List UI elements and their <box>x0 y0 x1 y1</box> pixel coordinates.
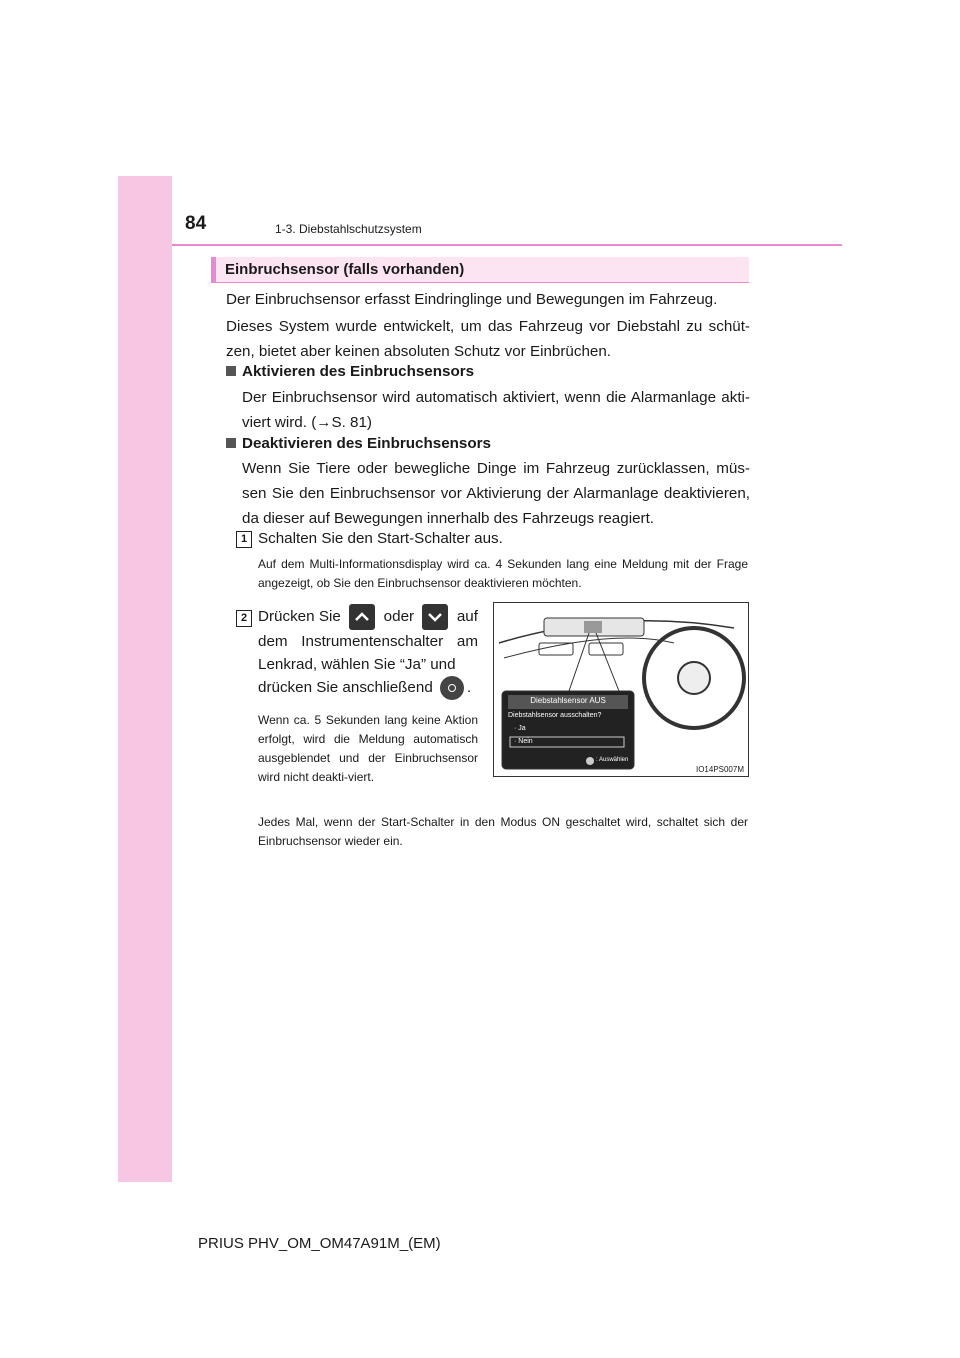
screen-select-hint: : Auswählen <box>596 757 629 763</box>
screen-title: Diebstahlsensor AUS <box>530 696 606 705</box>
page-number: 84 <box>185 213 207 234</box>
down-arrow-button-icon <box>422 604 448 630</box>
step-1-note: Auf dem Multi-Informationsdisplay wird ca. 4 Sekunden lang eine Meldung mit der Frage angezeigt, ob Sie den Einbruchsensor deaktivieren möchten. <box>258 557 748 590</box>
dashboard-drawing <box>494 603 749 777</box>
section-heading-box <box>211 257 749 283</box>
intro-paragraph-1: Der Einbruchsensor erfasst Eindringlinge und Bewegungen im Fahrzeug. <box>226 291 718 308</box>
deactivate-text: Wenn Sie Tiere oder bewegliche Dinge im Fahrzeug zurücklassen, müs-sen Sie den Einbruchsensor vor Aktivierung der Alarmanlage deaktivieren, da dieser auf Bewegungen innerhalb des Fahrzeugs reagiert. <box>242 460 750 527</box>
screen-question: Diebstahlsensor ausschalten? <box>508 712 602 719</box>
section-title: 1-3. Diebstahlschutzsystem <box>275 222 422 236</box>
screen-option-yes: · Ja <box>514 725 526 732</box>
chapter-sidebar <box>118 176 172 1182</box>
illustration-code: IO14PS007M <box>695 765 744 774</box>
section-heading: Einbruchsensor (falls vorhanden) <box>225 261 465 278</box>
up-arrow-button-icon <box>349 604 375 630</box>
intro-paragraph-2: Dieses System wurde entwickelt, um das Fahrzeug vor Diebstahl zu schüt-zen, bietet aber keinen absoluten Schutz vor Einbrüchen. <box>226 318 750 360</box>
step-2-text: Drücken Sie oder auf dem Instrumentenschalter am Lenkrad, wählen Sie “Ja” und drücken Sie anschließend . <box>258 604 478 700</box>
deactivate-heading: Deaktivieren des Einbruchsensors <box>226 435 491 452</box>
final-note: Jedes Mal, wenn der Start-Schalter in den Modus ON geschaltet wird, schaltet sich der Einbruchsensor wieder ein. <box>258 815 748 848</box>
step-number-2: 2 <box>236 610 252 627</box>
step-number-1: 1 <box>236 531 252 548</box>
dashboard-illustration <box>493 602 749 777</box>
ok-button-icon <box>440 676 464 700</box>
footer-doc-id: PRIUS PHV_OM_OM47A91M_(EM) <box>198 1235 441 1252</box>
screen-option-no: · Nein <box>514 738 533 745</box>
activate-heading: Aktivieren des Einbruchsensors <box>226 363 474 380</box>
step-1-text: Schalten Sie den Start-Schalter aus. <box>258 530 503 547</box>
activate-text: Der Einbruchsensor wird automatisch aktiviert, wenn die Alarmanlage akti-viert wird. (→S. 81) <box>242 389 750 431</box>
header-divider <box>172 244 842 246</box>
step-2-note: Wenn ca. 5 Sekunden lang keine Aktion erfolgt, wird die Meldung automatisch ausgeblendet und der Einbruchsensor wird nicht deakti-viert. <box>258 713 478 784</box>
